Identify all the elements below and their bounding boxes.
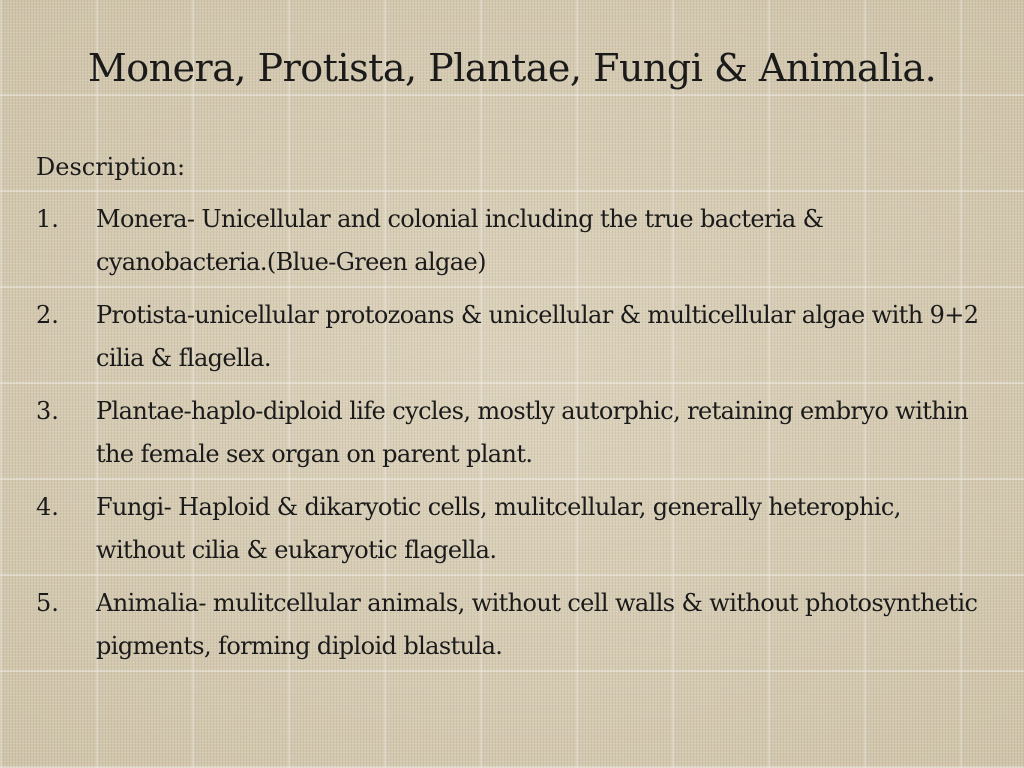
list-item-text: Fungi- Haploid & dikaryotic cells, mulitcellular, generally heterophic, without cilia & eukaryotic flagella. — [96, 493, 901, 564]
description-heading: Description: — [36, 153, 186, 181]
list-item — [36, 390, 986, 476]
list-item-text: Plantae-haplo-diploid life cycles, mostly autorphic, retaining embryo within the female sex organ on parent plant. — [96, 397, 969, 468]
slide-content — [36, 150, 986, 678]
list-item-number: 2. — [36, 301, 59, 329]
list-item-number: 5. — [36, 589, 59, 617]
list-item — [36, 294, 986, 380]
list-item-text: Protista-unicellular protozoans & unicellular & multicellular algae with 9+2 cilia & flagella. — [96, 301, 979, 372]
list-item — [36, 582, 986, 668]
list-item-number: 4. — [36, 493, 59, 521]
slide-title: Monera, Protista, Plantae, Fungi & Animalia. — [87, 46, 937, 90]
list-item-text: Monera- Unicellular and colonial including the true bacteria & cyanobacteria.(Blue-Green algae) — [96, 205, 824, 276]
list-item — [36, 486, 986, 572]
list-item-number: 3. — [36, 397, 59, 425]
list-item-number: 1. — [36, 205, 59, 233]
list-item-text: Animalia- mulitcellular animals, without cell walls & without photosynthetic pigments, forming diploid blastula. — [96, 589, 978, 660]
list-item — [36, 198, 986, 284]
